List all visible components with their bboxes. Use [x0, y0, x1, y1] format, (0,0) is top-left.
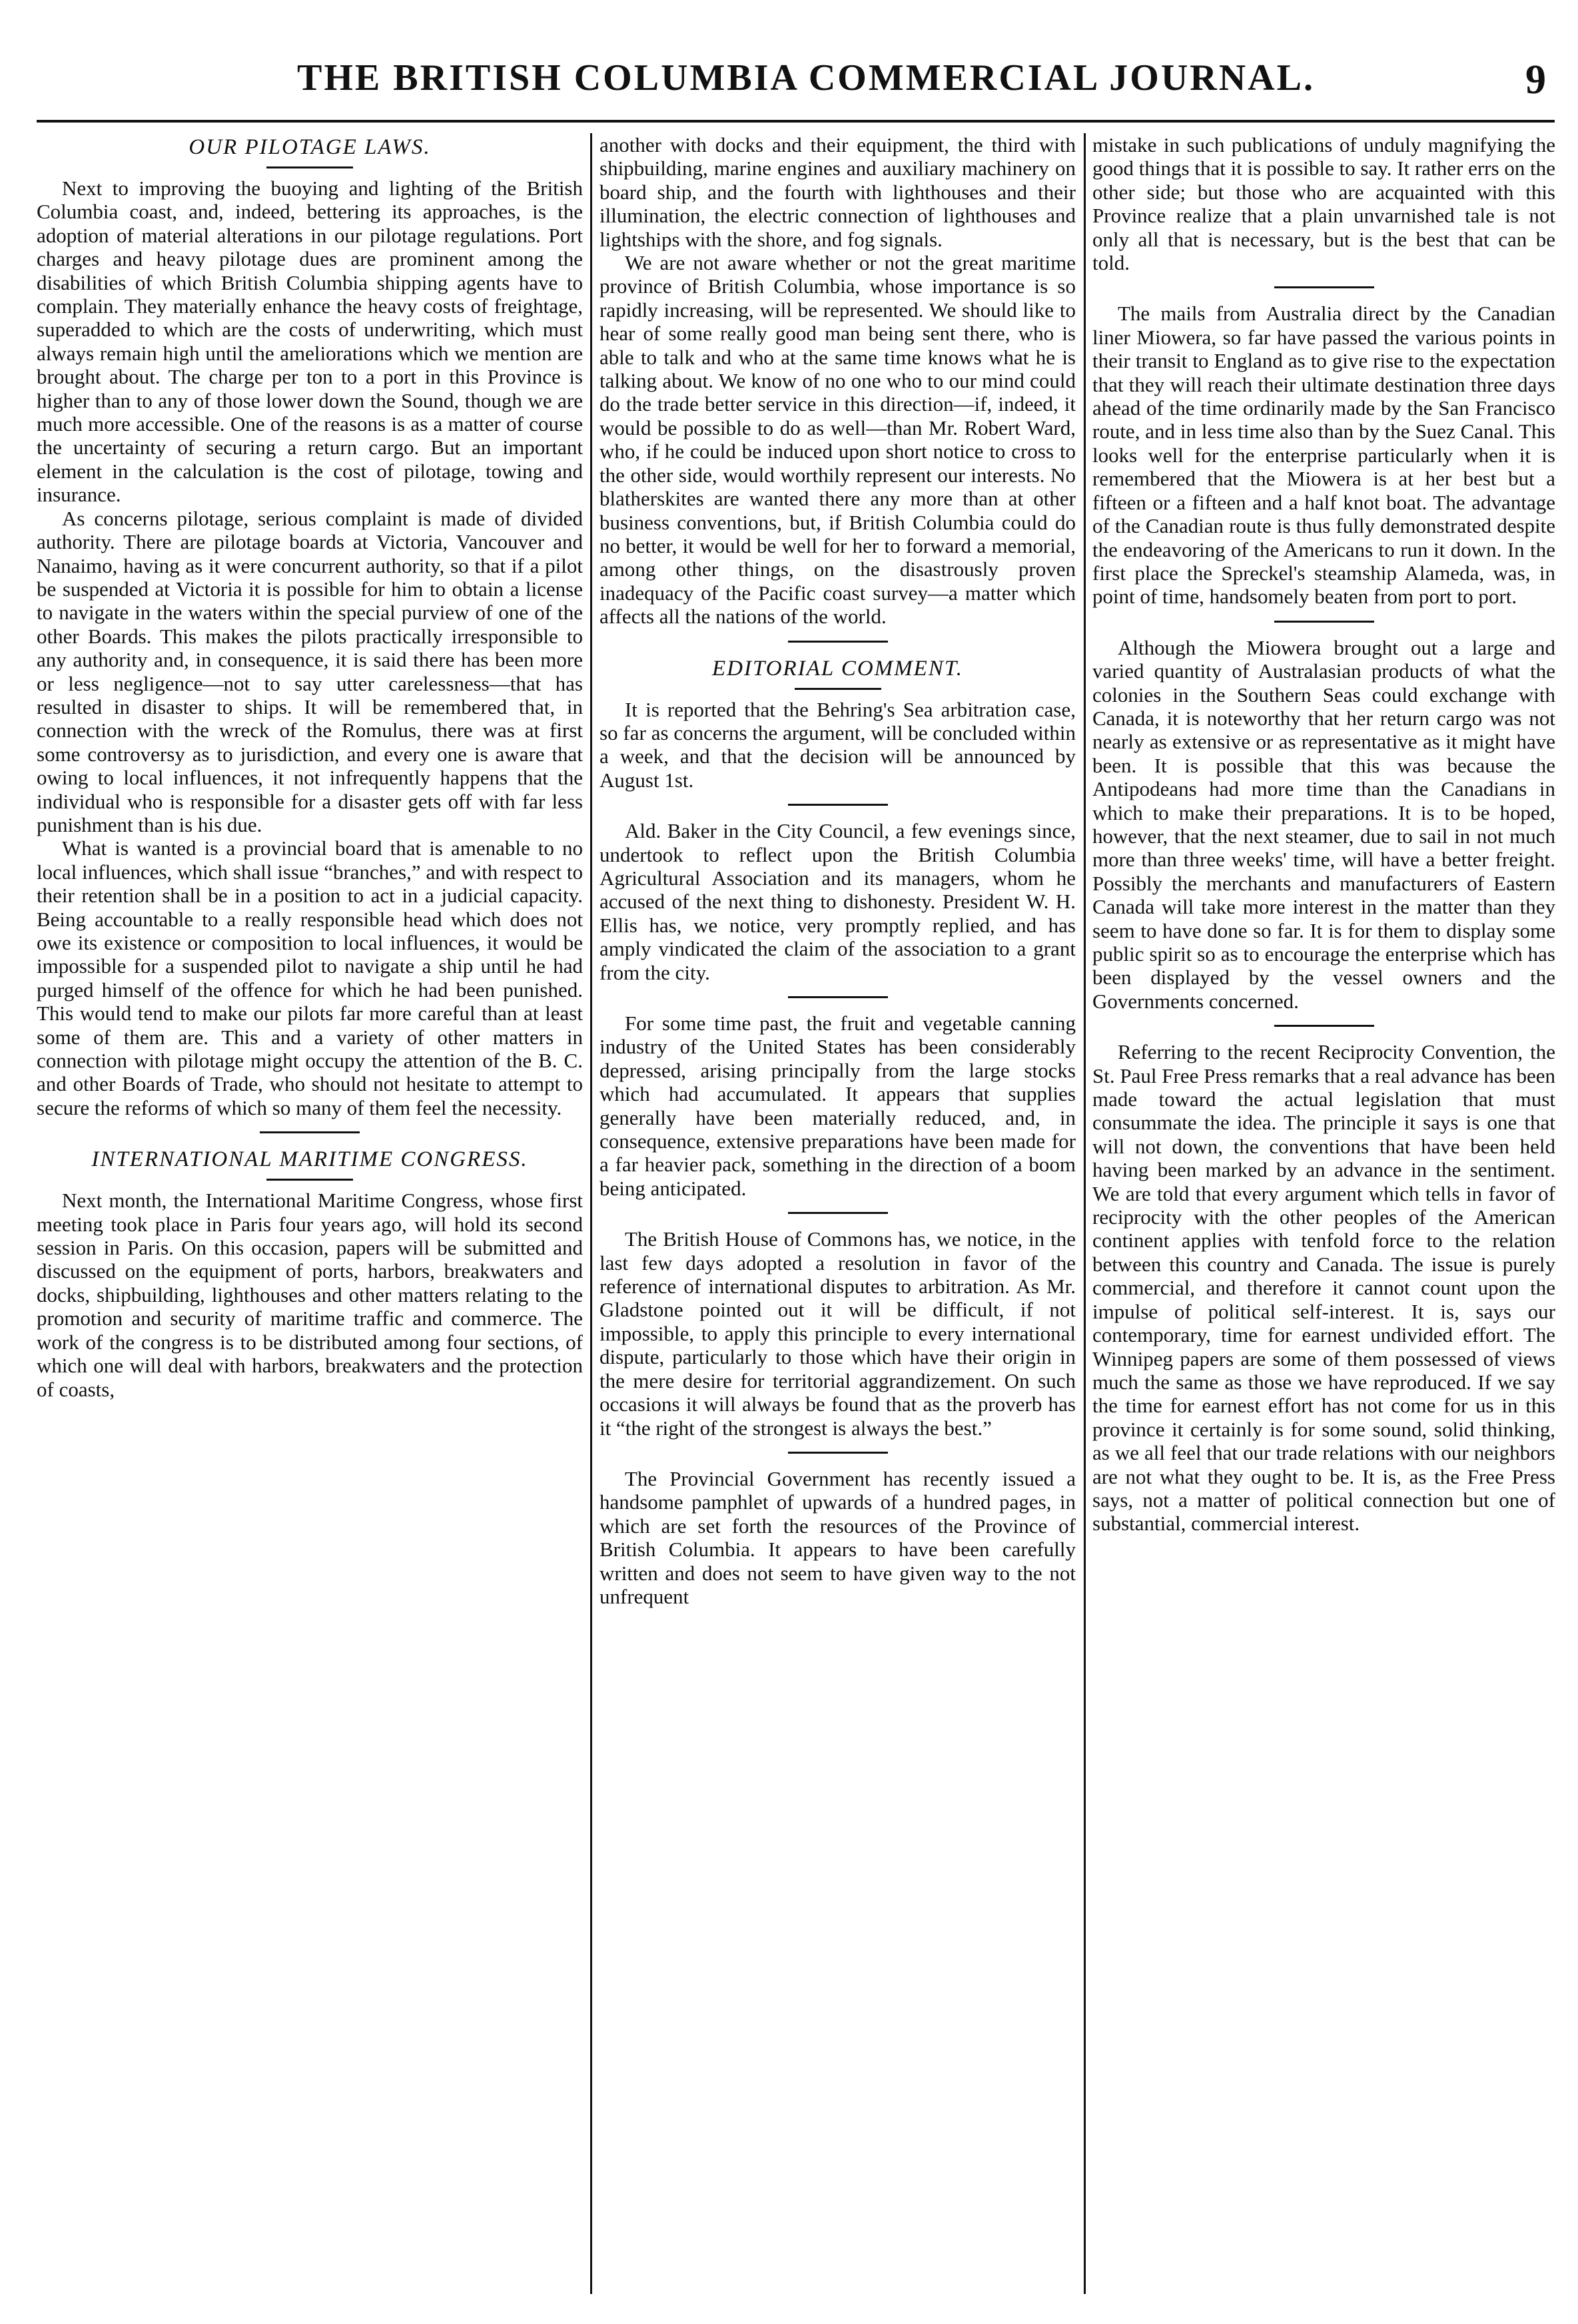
page-number: 9	[1525, 57, 1546, 103]
editorial-paragraph: Ald. Baker in the City Council, a few evenings since, undertook to reflect upon the British Columbia Agricultural Association and its managers, whom he accused of the next thing to dishonesty. President W. H. Ellis has, we notice, very promptly replied, and has amply vindicated the claim of the association to a grant from the city.	[599, 819, 1076, 984]
section-rule	[1274, 621, 1374, 623]
journal-title: THE BRITISH COLUMBIA COMMERCIAL JOURNAL.	[297, 57, 1315, 99]
editorial-paragraph: The Provincial Government has recently issued a handsome pamphlet of upwards of a hundred pages, in which are set forth the resources of the Province of British Columbia. It appears to have been carefully written and does not seem to have given way to the not unfrequent	[599, 1466, 1076, 1608]
header-rule	[37, 120, 1555, 123]
heading-rule	[795, 688, 881, 690]
column-1	[37, 133, 583, 2311]
section-rule	[788, 804, 888, 806]
column-3	[1092, 133, 1555, 2311]
page-header	[0, 20, 1578, 120]
article-paragraph: What is wanted is a provincial board that is amenable to no local influences, which shall issue “branches,” and with respect to their retention shall be in a position to act in a judicial capacity. Being accountable to a really responsible head which does not owe its existence or composition to local influences, it would be impossible for a suspended pilot to navigate a ship until he had purged himself of the offence for which he had been punished. This would tend to make our pilots far more careful than at least some of them are. This and a variety of other matters in connection with pilotage might occupy the attention of the B. C. and other Boards of Trade, who should not hesitate to attempt to secure the reforms of which so many of them feel the necessity.	[37, 836, 583, 1119]
editorial-comment-heading: EDITORIAL COMMENT.	[711, 656, 964, 681]
column-rule-1	[590, 133, 592, 2294]
heading-rule	[266, 1179, 353, 1181]
section-rule	[1274, 1025, 1374, 1027]
editorial-paragraph: Although the Miowera brought out a large and varied quantity of Australasian products of what the colonies in the Southern Seas could exchange with Canada, it is noteworthy that her return cargo was not nearly as extensive or as representative as it might have been. It is possible that this was because the Antipodeans had more time than the Canadians in which to make their preparations. It is to be hoped, however, that the next steamer, due to sail in not much more than three weeks' time, will have a better freight. Possibly the merchants and manufacturers of Eastern Canada will take more interest in the matter than they seem to have done so far. It is for them to display some public spirit so as to encourage the enterprise which has been displayed by the vessel owners and the Governments concerned.	[1092, 635, 1555, 1013]
section-rule	[788, 641, 888, 643]
article-heading-congress: INTERNATIONAL MARITIME CONGRESS.	[91, 1147, 528, 1172]
article-paragraph: Next to improving the buoying and lighting of the British Columbia coast, and, indeed, bettering its approaches, is the adoption of material alterations in our pilotage regulations. Port charges and heavy pilotage dues are prominent among the disabilities of which British Columbia shipping agents have to complain. They materially enhance the heavy costs of freightage, superadded to which are the costs of underwriting, which must always remain high until the ameliorations which we mention are brought about. The charge per ton to a port in this Province is higher than to any of those lower down the Sound, though we are much more accessible. One of the reasons is as a matter of course the uncertainty of securing a return cargo. But an important element in the calculation is the cost of pilotage, towing and insurance.	[37, 176, 583, 507]
article-paragraph: As concerns pilotage, serious complaint is made of divided authority. There are pilotage boards at Victoria, Vancouver and Nanaimo, having as it were concurrent authority, so that if a pilot be suspended at Victoria it is possible for him to obtain a license to navigate in the waters within the special purview of one of the other Boards. This makes the pilots practically irresponsible to any authority and, in consequence, it is said there has been more or less negligence—not to say utter carelessness—that has resulted in disaster to ships. It will be remembered that, in connection with the wreck of the Romulus, there was at first some controversy as to jurisdiction, and every one is aware that owing to local influences, it not infrequently happens that the individual who is responsible for a disaster gets off with far less punishment than is his due.	[37, 506, 583, 836]
article-paragraph: We are not aware whether or not the great maritime province of British Columbia, whose importance is so rapidly increasing, will be represented. We should like to hear of some really good man being sent there, who is able to talk and who at the same time knows what he is talking about. We know of no one who to our mind could do the trade better service in this direction—if, indeed, it would be possible to do as well—than Mr. Robert Ward, who, if he could be induced upon short notice to cross to the other side, would worthily represent our interests. No blatherskites are wanted there any more than at other business conventions, but, if British Columbia could do no better, it would be well for her to forward a memorial, among other things, on the disastrously proven inadequacy of the Pacific coast survey—a matter which affects all the nations of the world.	[599, 251, 1076, 629]
article-paragraph: another with docks and their equipment, the third with shipbuilding, marine engines and auxiliary machinery on board ship, and the fourth with lighthouses and their illumination, the electric connection of lighthouses and lightships with the shore, and fog signals.	[599, 133, 1076, 251]
article-paragraph: Next month, the International Maritime Congress, whose first meeting took place in Paris four years ago, will hold its second session in Paris. On this occasion, papers will be submitted and discussed on the equipment of ports, harbors, breakwaters and docks, shipbuilding, lighthouses and other matters relating to the promotion and security of maritime traffic and commerce. The work of the congress is to be distributed among four sections, of which one will deal with harbors, breakwaters and the protection of coasts,	[37, 1189, 583, 1401]
editorial-paragraph: The mails from Australia direct by the Canadian liner Miowera, so far have passed the various points in their transit to England as to give rise to the expectation that they will reach their ultimate destination three days ahead of the time ordinarily made by the San Francisco route, and in less time also than by the Suez Canal. This looks well for the enterprise particularly when it is remembered that the Miowera is at her best but a fifteen or a fifteen and a half knot boat. The advantage of the Canadian route is thus fully demonstrated despite the endeavoring of the Americans to run it down. In the first place the Spreckel's steamship Alameda, was, in point of time, handsomely beaten from port to port.	[1092, 302, 1555, 609]
editorial-paragraph: The British House of Commons has, we notice, in the last few days adopted a resolution in favor of the reference of international disputes to arbitration. As Mr. Gladstone pointed out it will be difficult, if not impossible, to apply this principle to every international dispute, particularly to those which have their origin in the mere desire for territorial aggrandizement. On such occasions it will always be found that as the proverb has it “the right of the strongest is always the best.”	[599, 1227, 1076, 1440]
column-rule-2	[1084, 133, 1086, 2294]
editorial-paragraph: For some time past, the fruit and vegetable canning industry of the United States has been considerably depressed, arising principally from the large stocks which had accumulated. It appears that supplies generally have been materially reduced, and, in consequence, extensive preparations have been made for a far heavier pack, something in the direction of a boom being anticipated.	[599, 1012, 1076, 1200]
editorial-paragraph: It is reported that the Behring's Sea arbitration case, so far as concerns the argument, will be concluded within a week, and that the decision will be announced by August 1st.	[599, 697, 1076, 792]
section-rule	[788, 1212, 888, 1214]
article-heading-pilotage: OUR PILOTAGE LAWS.	[189, 135, 431, 159]
section-rule	[260, 1131, 360, 1133]
editorial-paragraph: Referring to the recent Reciprocity Convention, the St. Paul Free Press remarks that a real advance has been made toward the actual legislation that must consummate the idea. The principle it says is one that will not down, the conventions that have been held having been marked by an advance in the sentiment. We are told that every argument which tells in favor of reciprocity with the other peoples of the American continent applies with tenfold force to the relation between this country and Canada. The issue is purely commercial, and therefore it cannot count upon the impulse of political self-interest. It is, says our contemporary, time for earnest undivided effort. The Winnipeg papers are some of them possessed of views much the same as those we have reproduced. If we say the time for earnest effort has not come for us in this province it certainly is for some sound, solid thinking, as we all feel that our trade relations with our neighbors are not what they ought to be. It is, as the Free Press says, not a matter of political connection but one of substantial, commercial interest.	[1092, 1040, 1555, 1536]
section-rule	[788, 996, 888, 998]
column-2	[599, 133, 1076, 2311]
section-rule	[788, 1452, 888, 1454]
editorial-paragraph: mistake in such publications of unduly magnifying the good things that it is possible to say. It rather errs on the other side; but those who are acquainted with this Province realize that a plain unvarnished tale is not only all that is necessary, but is the best that can be told.	[1092, 133, 1555, 275]
section-rule	[1274, 286, 1374, 288]
heading-rule	[266, 166, 353, 168]
